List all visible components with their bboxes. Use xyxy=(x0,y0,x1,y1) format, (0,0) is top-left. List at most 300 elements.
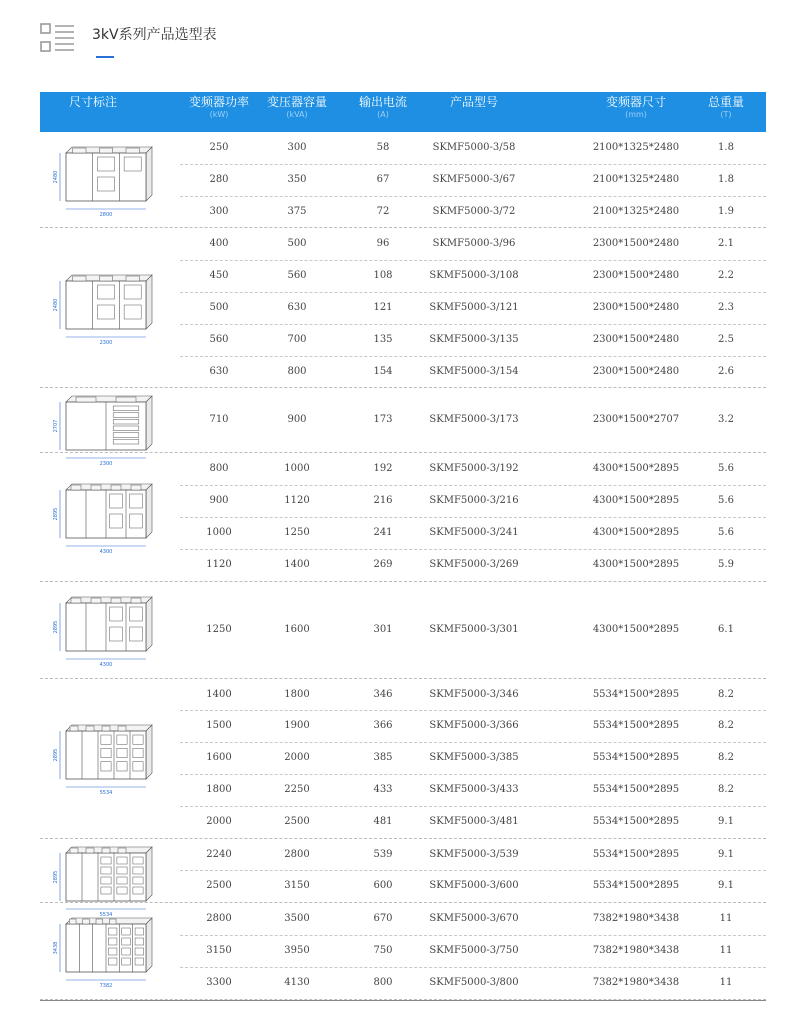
table-cell: SKMF5000-3/72 xyxy=(432,205,516,217)
table-cell: 670 xyxy=(373,913,393,925)
fan-unit xyxy=(76,397,96,402)
table-cell: 366 xyxy=(373,720,393,732)
table-cell: 3500 xyxy=(284,913,310,925)
cabinet-dimension-diagram xyxy=(48,912,168,990)
power-module xyxy=(133,867,143,874)
table-cell: 2500 xyxy=(284,815,310,827)
power-module xyxy=(117,877,127,884)
fan-unit xyxy=(118,848,126,853)
column-header-label: 变频器尺寸 xyxy=(605,95,666,109)
table-row xyxy=(180,292,766,325)
table-cell: 450 xyxy=(209,270,229,282)
cabinet-side xyxy=(146,275,152,329)
table-cell: 800 xyxy=(209,463,229,475)
cabinet-side xyxy=(146,484,152,538)
table-cell: 900 xyxy=(209,495,229,507)
width-dimension-label: 2300 xyxy=(99,461,113,468)
fan-unit xyxy=(71,598,81,603)
table-cell: 710 xyxy=(209,414,229,426)
table-row xyxy=(180,485,766,518)
table-cell: 8.2 xyxy=(718,720,734,732)
table-cell: 1400 xyxy=(284,558,310,570)
table-cell: 500 xyxy=(209,301,229,313)
fan-unit xyxy=(86,848,94,853)
table-cell: 539 xyxy=(373,848,393,860)
power-module xyxy=(130,607,143,621)
table-cell: 2300*1500*2480 xyxy=(592,365,680,377)
table-cell: SKMF5000-3/433 xyxy=(429,783,519,795)
fan-unit xyxy=(73,148,86,153)
product-group xyxy=(40,582,766,679)
width-dimension-label: 7382 xyxy=(99,982,113,989)
power-module xyxy=(122,938,131,945)
width-dimension-label: 2300 xyxy=(99,339,113,346)
column-header-unit: (T) xyxy=(720,110,732,119)
table-cell: 5534*1500*2895 xyxy=(592,848,680,860)
table-cell: SKMF5000-3/67 xyxy=(432,173,516,185)
power-module xyxy=(135,948,144,955)
table-cell: 560 xyxy=(209,333,229,345)
fan-unit xyxy=(83,919,90,924)
table-cell: 4300*1500*2895 xyxy=(592,526,680,538)
table-cell: 67 xyxy=(376,173,390,185)
power-module xyxy=(110,514,123,528)
table-cell: 173 xyxy=(373,414,393,426)
power-module xyxy=(133,857,143,864)
table-row xyxy=(180,453,766,486)
table-row xyxy=(180,742,766,775)
power-module xyxy=(113,420,139,425)
table-row xyxy=(180,549,766,581)
table-row xyxy=(180,260,766,293)
height-dimension-label: 2895 xyxy=(53,748,59,762)
table-cell: 1900 xyxy=(284,720,310,732)
table-cell: 1.8 xyxy=(718,142,734,153)
width-dimension-label: 4300 xyxy=(99,548,113,555)
table-cell: SKMF5000-3/346 xyxy=(429,688,519,700)
cabinet-side xyxy=(146,918,152,972)
selection-table xyxy=(40,92,766,1000)
fan-unit xyxy=(116,397,136,402)
table-cell: 5.6 xyxy=(718,463,734,475)
fan-unit xyxy=(71,485,81,490)
table-cell: 2.2 xyxy=(718,270,734,282)
power-module xyxy=(133,735,143,744)
height-dimension-label: 2895 xyxy=(53,620,59,633)
page-title: 3kV系列产品选型表 xyxy=(92,27,217,43)
column-header xyxy=(576,95,696,121)
power-module xyxy=(117,748,127,757)
table-cell: 5534*1500*2895 xyxy=(592,815,680,827)
power-module xyxy=(113,426,139,431)
table-cell: 2.6 xyxy=(718,365,734,377)
table-cell: 301 xyxy=(373,623,393,635)
power-module xyxy=(101,748,111,757)
column-header-label: 总重量 xyxy=(707,95,744,109)
column-header xyxy=(257,95,337,121)
power-module xyxy=(110,494,123,508)
table-row xyxy=(180,196,766,228)
table-cell: SKMF5000-3/269 xyxy=(429,558,519,570)
table-cell: 2800 xyxy=(206,913,232,925)
table-cell: 1120 xyxy=(284,495,310,507)
power-module xyxy=(113,440,139,445)
table-cell: 5534*1500*2895 xyxy=(592,720,680,732)
fan-unit xyxy=(118,726,126,731)
table-cell: 2.3 xyxy=(718,301,734,313)
height-dimension-label: 2480 xyxy=(53,298,59,312)
table-cell: 700 xyxy=(287,333,307,345)
table-cell: 1.8 xyxy=(718,173,734,185)
cabinet-dimension-diagram xyxy=(48,269,168,347)
table-cell: 192 xyxy=(373,463,393,475)
fan-unit xyxy=(70,726,78,731)
table-row xyxy=(180,679,766,712)
table-cell: 2500 xyxy=(206,880,232,892)
table-row xyxy=(180,132,766,165)
table-cell: 2300*1500*2480 xyxy=(592,333,680,345)
table-cell: SKMF5000-3/96 xyxy=(432,238,516,250)
fan-unit xyxy=(91,598,101,603)
table-cell: 11 xyxy=(719,976,733,988)
table-cell: 900 xyxy=(287,414,307,426)
cabinet-dimension-diagram xyxy=(48,478,168,556)
column-header xyxy=(701,95,751,121)
table-cell: 3150 xyxy=(206,944,232,956)
table-cell: 4300*1500*2895 xyxy=(592,623,680,635)
power-module xyxy=(97,305,114,319)
table-cell: 1800 xyxy=(284,688,310,700)
table-cell: 8.2 xyxy=(718,783,734,795)
table-cell: 4130 xyxy=(284,976,310,988)
fan-unit xyxy=(96,919,103,924)
table-row xyxy=(180,356,766,388)
table-cell: 8.2 xyxy=(718,688,734,700)
power-module xyxy=(101,735,111,744)
cabinet-side xyxy=(146,147,152,201)
product-group xyxy=(40,228,766,388)
table-cell: SKMF5000-3/216 xyxy=(429,495,519,507)
table-cell: 3950 xyxy=(284,944,310,956)
table-row xyxy=(180,582,766,678)
fan-unit xyxy=(111,485,121,490)
table-cell: 58 xyxy=(376,142,390,153)
column-header-unit: (mm) xyxy=(625,110,647,119)
power-module xyxy=(113,406,139,411)
table-cell: SKMF5000-3/800 xyxy=(429,976,519,988)
cabinet-dimension-diagram xyxy=(48,591,168,669)
height-dimension-label: 2707 xyxy=(53,420,59,433)
table-cell: 1500 xyxy=(206,720,232,732)
power-module xyxy=(97,157,114,171)
power-module xyxy=(108,938,117,945)
table-cell: 5.9 xyxy=(718,558,734,570)
table-cell: 1250 xyxy=(206,623,232,635)
power-module xyxy=(108,928,117,935)
table-header xyxy=(40,92,766,132)
power-module xyxy=(101,887,111,894)
width-dimension-label: 2800 xyxy=(99,211,113,218)
power-module xyxy=(117,762,127,771)
power-module xyxy=(117,867,127,874)
power-module xyxy=(117,735,127,744)
table-cell: SKMF5000-3/154 xyxy=(429,365,519,377)
fan-unit xyxy=(109,919,116,924)
table-cell: SKMF5000-3/108 xyxy=(429,270,519,282)
cabinet-side xyxy=(146,597,152,651)
power-module xyxy=(124,157,141,171)
fan-unit xyxy=(70,848,78,853)
table-cell: 72 xyxy=(376,205,390,217)
table-row xyxy=(180,324,766,357)
table-cell: 154 xyxy=(373,365,393,377)
table-cell: 1250 xyxy=(284,526,310,538)
table-body xyxy=(40,132,766,1000)
table-cell: SKMF5000-3/135 xyxy=(429,333,519,345)
table-cell: 9.1 xyxy=(718,848,734,860)
table-cell: 375 xyxy=(287,205,307,217)
table-cell: 5534*1500*2895 xyxy=(592,783,680,795)
table-cell: 5534*1500*2895 xyxy=(592,752,680,764)
power-module xyxy=(101,877,111,884)
table-cell: 3.2 xyxy=(718,414,734,426)
table-cell: SKMF5000-3/192 xyxy=(429,463,519,475)
width-dimension-label: 5534 xyxy=(99,790,113,797)
table-row xyxy=(180,517,766,550)
table-row xyxy=(180,839,766,872)
table-cell: 350 xyxy=(287,173,307,185)
table-cell: 2000 xyxy=(206,815,232,827)
table-cell: 1.9 xyxy=(718,205,734,217)
column-header-unit: (A) xyxy=(377,110,389,119)
table-cell: 96 xyxy=(376,238,390,250)
fan-unit xyxy=(111,598,121,603)
table-cell: SKMF5000-3/750 xyxy=(429,944,519,956)
table-cell: 1600 xyxy=(206,752,232,764)
cabinet-dimension-diagram xyxy=(48,141,168,219)
power-module xyxy=(135,928,144,935)
table-row xyxy=(180,710,766,743)
column-header xyxy=(43,95,143,109)
table-cell: 216 xyxy=(373,495,393,507)
table-cell: 108 xyxy=(373,270,393,282)
table-cell: 2250 xyxy=(284,783,310,795)
power-module xyxy=(113,413,139,418)
fan-unit xyxy=(86,726,94,731)
table-cell: SKMF5000-3/481 xyxy=(429,815,519,827)
table-cell: 11 xyxy=(719,944,733,956)
product-group xyxy=(40,388,766,468)
table-cell: 2800 xyxy=(284,848,310,860)
table-row xyxy=(180,228,766,261)
power-module xyxy=(97,177,114,191)
table-cell: 750 xyxy=(373,944,393,956)
table-cell: 400 xyxy=(209,238,229,250)
list-icon xyxy=(40,22,76,58)
table-cell: 2.1 xyxy=(718,238,734,250)
table-cell: 1600 xyxy=(284,623,310,635)
table-cell: 1120 xyxy=(206,558,232,570)
column-header-label: 变压器容量 xyxy=(266,95,327,109)
table-cell: 300 xyxy=(287,142,307,153)
table-cell: 385 xyxy=(373,752,393,764)
table-cell: SKMF5000-3/121 xyxy=(429,301,519,313)
title-underline xyxy=(96,56,114,58)
fan-unit xyxy=(131,598,141,603)
table-row xyxy=(180,935,766,968)
power-module xyxy=(113,433,139,438)
fan-unit xyxy=(126,148,139,153)
power-module xyxy=(122,948,131,955)
table-cell: 481 xyxy=(373,815,393,827)
power-module xyxy=(133,748,143,757)
table-cell: 5.6 xyxy=(718,495,734,507)
table-cell: 241 xyxy=(373,526,393,538)
power-module xyxy=(101,762,111,771)
product-group xyxy=(40,453,766,581)
power-module xyxy=(133,887,143,894)
column-header-label: 尺寸标注 xyxy=(68,95,117,109)
table-cell: SKMF5000-3/301 xyxy=(429,623,519,635)
table-cell: 2000 xyxy=(284,752,310,764)
width-dimension-label: 5534 xyxy=(99,911,113,918)
table-row xyxy=(180,903,766,936)
column-header-label: 输出电流 xyxy=(358,95,407,109)
page-header xyxy=(40,22,740,62)
power-module xyxy=(117,857,127,864)
power-module xyxy=(135,958,144,965)
table-cell: 300 xyxy=(209,205,229,217)
power-module xyxy=(124,305,141,319)
power-module xyxy=(133,877,143,884)
table-cell: 4300*1500*2895 xyxy=(592,463,680,475)
table-cell: SKMF5000-3/58 xyxy=(432,142,516,153)
table-cell: 7382*1980*3438 xyxy=(592,976,680,988)
table-cell: 346 xyxy=(373,688,393,700)
table-cell: 2.5 xyxy=(718,333,734,345)
power-module xyxy=(110,607,123,621)
column-header-unit: (kW) xyxy=(209,110,229,119)
table-cell: 2100*1325*2480 xyxy=(592,205,680,217)
table-row xyxy=(180,967,766,999)
fan-unit xyxy=(69,919,76,924)
table-cell: 7382*1980*3438 xyxy=(592,913,680,925)
fan-unit xyxy=(99,276,112,281)
table-cell: 1400 xyxy=(206,688,232,700)
product-group xyxy=(40,903,766,999)
table-cell: 8.2 xyxy=(718,752,734,764)
table-cell: 7382*1980*3438 xyxy=(592,944,680,956)
fan-unit xyxy=(102,848,110,853)
cabinet-side xyxy=(146,847,152,901)
power-module xyxy=(122,958,131,965)
power-module xyxy=(124,285,141,299)
table-cell: 4300*1500*2895 xyxy=(592,558,680,570)
table-cell: 5534*1500*2895 xyxy=(592,880,680,892)
table-cell: 5.6 xyxy=(718,526,734,538)
table-cell: 11 xyxy=(719,913,733,925)
column-header-unit: (kVA) xyxy=(286,110,308,119)
table-cell: 2100*1325*2480 xyxy=(592,142,680,153)
table-bottom-rule xyxy=(40,1000,766,1001)
table-cell: 2100*1325*2480 xyxy=(592,173,680,185)
table-cell: 3150 xyxy=(284,880,310,892)
table-cell: 2300*1500*2480 xyxy=(592,301,680,313)
table-cell: 280 xyxy=(209,173,229,185)
fan-unit xyxy=(126,276,139,281)
table-row xyxy=(180,806,766,838)
table-cell: SKMF5000-3/600 xyxy=(429,880,519,892)
table-cell: 2240 xyxy=(206,848,232,860)
cabinet-side xyxy=(146,725,152,779)
table-cell: 2300*1500*2707 xyxy=(592,414,680,426)
column-header-label: 产品型号 xyxy=(449,95,498,109)
table-cell: 269 xyxy=(373,558,393,570)
fan-unit xyxy=(73,276,86,281)
table-row xyxy=(180,774,766,807)
power-module xyxy=(101,857,111,864)
column-header xyxy=(414,95,534,109)
table-cell: 630 xyxy=(209,365,229,377)
table-cell: SKMF5000-3/241 xyxy=(429,526,519,538)
table-row xyxy=(180,870,766,902)
power-module xyxy=(97,285,114,299)
table-cell: 600 xyxy=(373,880,393,892)
cabinet-roof xyxy=(66,918,152,924)
power-module xyxy=(108,958,117,965)
power-module xyxy=(130,494,143,508)
power-module xyxy=(108,948,117,955)
height-dimension-label: 3438 xyxy=(53,941,59,955)
power-module xyxy=(130,627,143,641)
table-cell: 9.1 xyxy=(718,815,734,827)
fan-unit xyxy=(131,485,141,490)
power-module xyxy=(130,514,143,528)
product-group xyxy=(40,679,766,839)
table-cell: 1000 xyxy=(284,463,310,475)
column-header xyxy=(179,95,259,121)
table-cell: 433 xyxy=(373,783,393,795)
power-module xyxy=(133,762,143,771)
product-group xyxy=(40,839,766,918)
cabinet-dimension-diagram xyxy=(48,719,168,797)
power-module xyxy=(135,938,144,945)
fan-unit xyxy=(99,148,112,153)
table-cell: 800 xyxy=(287,365,307,377)
height-dimension-label: 2895 xyxy=(53,507,59,521)
table-cell: SKMF5000-3/173 xyxy=(429,414,519,426)
table-cell: 6.1 xyxy=(718,623,734,635)
table-cell: 500 xyxy=(287,238,307,250)
table-cell: SKMF5000-3/366 xyxy=(429,720,519,732)
table-cell: 1000 xyxy=(206,526,232,538)
table-cell: 250 xyxy=(209,142,229,153)
table-cell: 2300*1500*2480 xyxy=(592,238,680,250)
fan-unit xyxy=(102,726,110,731)
table-cell: 121 xyxy=(373,301,393,313)
table-cell: 3300 xyxy=(206,976,232,988)
power-module xyxy=(117,887,127,894)
table-row xyxy=(180,388,766,452)
product-group xyxy=(40,132,766,228)
cabinet-side xyxy=(146,396,152,450)
table-cell: 5534*1500*2895 xyxy=(592,688,680,700)
width-dimension-label: 4300 xyxy=(99,661,113,668)
table-cell: 2300*1500*2480 xyxy=(592,270,680,282)
power-module xyxy=(101,867,111,874)
table-cell: SKMF5000-3/385 xyxy=(429,752,519,764)
table-cell: 135 xyxy=(373,333,393,345)
